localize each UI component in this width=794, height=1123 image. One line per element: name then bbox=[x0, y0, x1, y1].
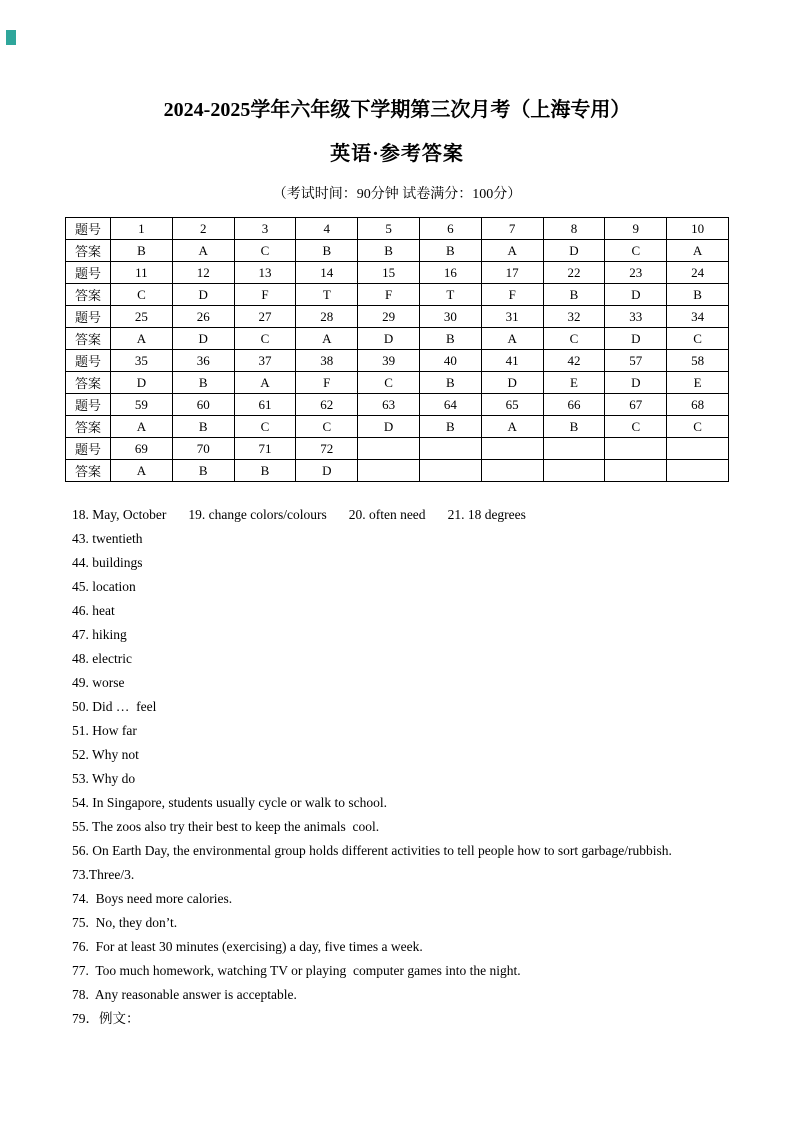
answer-cell: E bbox=[667, 372, 729, 394]
answer-line bbox=[72, 911, 734, 935]
question-label-cell: 题号 bbox=[66, 218, 111, 240]
answer-item: 49. worse bbox=[72, 675, 125, 690]
table-row bbox=[66, 306, 729, 328]
answer-cell: B bbox=[172, 416, 234, 438]
table-row bbox=[66, 240, 729, 262]
answer-cell: D bbox=[605, 284, 667, 306]
table-row bbox=[66, 394, 729, 416]
answer-item: 52. Why not bbox=[72, 747, 139, 762]
question-number-cell: 29 bbox=[358, 306, 420, 328]
question-number-cell: 14 bbox=[296, 262, 358, 284]
answer-cell: C bbox=[667, 416, 729, 438]
question-number-cell: 67 bbox=[605, 394, 667, 416]
answer-cell: A bbox=[111, 416, 173, 438]
answer-cell: F bbox=[358, 284, 420, 306]
page-title: 2024-2025学年六年级下学期第三次月考（上海专用） bbox=[163, 99, 631, 121]
question-number-cell: 24 bbox=[667, 262, 729, 284]
answer-line bbox=[72, 647, 734, 671]
question-number-cell: 12 bbox=[172, 262, 234, 284]
table-row bbox=[66, 350, 729, 372]
question-number-cell: 70 bbox=[172, 438, 234, 460]
table-row bbox=[66, 438, 729, 460]
answer-cell: D bbox=[481, 372, 543, 394]
answer-cell: D bbox=[111, 372, 173, 394]
answer-item: 18. May, October bbox=[72, 507, 167, 522]
answer-cell: D bbox=[358, 416, 420, 438]
answer-label-cell: 答案 bbox=[66, 240, 111, 262]
question-number-cell: 3 bbox=[234, 218, 296, 240]
question-number-cell bbox=[667, 438, 729, 460]
answer-cell: F bbox=[296, 372, 358, 394]
question-number-cell: 5 bbox=[358, 218, 420, 240]
question-number-cell: 31 bbox=[481, 306, 543, 328]
answer-label-cell: 答案 bbox=[66, 416, 111, 438]
answer-cell: B bbox=[296, 240, 358, 262]
question-number-cell: 6 bbox=[419, 218, 481, 240]
answer-cell: B bbox=[358, 240, 420, 262]
answer-item: 45. location bbox=[72, 579, 136, 594]
answer-cell: F bbox=[234, 284, 296, 306]
answer-label-cell: 答案 bbox=[66, 284, 111, 306]
question-number-cell: 41 bbox=[481, 350, 543, 372]
corner-mark bbox=[6, 30, 16, 45]
answer-cell: D bbox=[605, 372, 667, 394]
answer-item: 44. buildings bbox=[72, 555, 143, 570]
question-number-cell: 26 bbox=[172, 306, 234, 328]
table-row bbox=[66, 416, 729, 438]
answer-cell: B bbox=[172, 372, 234, 394]
question-number-cell bbox=[358, 438, 420, 460]
answer-item: 19. change colors/colours bbox=[188, 507, 327, 522]
table-row bbox=[66, 262, 729, 284]
answer-item: 47. hiking bbox=[72, 627, 127, 642]
answer-cell: C bbox=[358, 372, 420, 394]
answer-cell: B bbox=[172, 460, 234, 482]
answer-cell: C bbox=[605, 240, 667, 262]
question-number-cell: 28 bbox=[296, 306, 358, 328]
question-number-cell: 62 bbox=[296, 394, 358, 416]
answer-cell: B bbox=[667, 284, 729, 306]
question-number-cell: 10 bbox=[667, 218, 729, 240]
question-number-cell: 22 bbox=[543, 262, 605, 284]
question-number-cell: 68 bbox=[667, 394, 729, 416]
answer-line bbox=[72, 791, 734, 815]
question-number-cell: 37 bbox=[234, 350, 296, 372]
answer-line bbox=[72, 983, 734, 1007]
question-number-cell: 36 bbox=[172, 350, 234, 372]
answer-item: 79．例文： bbox=[72, 1011, 140, 1026]
answer-item: 21. 18 degrees bbox=[447, 507, 526, 522]
answer-line bbox=[72, 695, 734, 719]
question-label-cell: 题号 bbox=[66, 438, 111, 460]
question-number-cell: 32 bbox=[543, 306, 605, 328]
answer-cell: B bbox=[543, 416, 605, 438]
answer-cell: C bbox=[543, 328, 605, 350]
answer-cell: C bbox=[234, 328, 296, 350]
exam-info: （考试时间：90分钟 试卷满分：100分） bbox=[272, 187, 522, 202]
question-number-cell: 39 bbox=[358, 350, 420, 372]
question-number-cell: 30 bbox=[419, 306, 481, 328]
answer-line bbox=[72, 863, 734, 887]
question-label-cell: 题号 bbox=[66, 350, 111, 372]
answer-item: 51. How far bbox=[72, 723, 137, 738]
answer-cell bbox=[419, 460, 481, 482]
answer-cell: A bbox=[234, 372, 296, 394]
answer-item: 56. On Earth Day, the environmental group holds different activities to tell people how to sort garbage/rubbish. bbox=[72, 843, 672, 858]
answer-cell: E bbox=[543, 372, 605, 394]
answer-line bbox=[72, 575, 734, 599]
written-answers bbox=[72, 503, 734, 1031]
answer-cell: T bbox=[296, 284, 358, 306]
answer-cell bbox=[481, 460, 543, 482]
answer-cell: D bbox=[543, 240, 605, 262]
answer-item: 75. No, they don’t. bbox=[72, 915, 178, 930]
question-number-cell: 58 bbox=[667, 350, 729, 372]
question-number-cell bbox=[543, 438, 605, 460]
question-number-cell: 17 bbox=[481, 262, 543, 284]
answer-item: 20. often need bbox=[348, 507, 426, 522]
answer-line bbox=[72, 959, 734, 983]
table-row bbox=[66, 328, 729, 350]
question-number-cell: 35 bbox=[111, 350, 173, 372]
question-label-cell: 题号 bbox=[66, 394, 111, 416]
question-number-cell: 13 bbox=[234, 262, 296, 284]
question-number-cell: 8 bbox=[543, 218, 605, 240]
answer-line bbox=[72, 599, 734, 623]
question-number-cell: 23 bbox=[605, 262, 667, 284]
answer-item: 46. heat bbox=[72, 603, 115, 618]
answer-label-cell: 答案 bbox=[66, 328, 111, 350]
answer-cell: B bbox=[543, 284, 605, 306]
answer-line bbox=[72, 527, 734, 551]
question-number-cell: 38 bbox=[296, 350, 358, 372]
answer-cell: A bbox=[481, 328, 543, 350]
question-number-cell: 9 bbox=[605, 218, 667, 240]
question-number-cell: 71 bbox=[234, 438, 296, 460]
answer-line bbox=[72, 887, 734, 911]
answer-item: 54. In Singapore, students usually cycle or walk to school. bbox=[72, 795, 387, 810]
answer-cell: C bbox=[234, 240, 296, 262]
question-number-cell: 7 bbox=[481, 218, 543, 240]
answer-item: 48. electric bbox=[72, 651, 132, 666]
question-number-cell: 42 bbox=[543, 350, 605, 372]
answer-cell: T bbox=[419, 284, 481, 306]
answer-item: 78. Any reasonable answer is acceptable. bbox=[72, 987, 297, 1002]
answer-line bbox=[72, 1007, 734, 1031]
answer-cell: A bbox=[481, 240, 543, 262]
question-number-cell: 2 bbox=[172, 218, 234, 240]
question-number-cell bbox=[605, 438, 667, 460]
question-number-cell: 65 bbox=[481, 394, 543, 416]
question-number-cell: 61 bbox=[234, 394, 296, 416]
answer-item: 50. Did … feel bbox=[72, 699, 157, 714]
answer-line bbox=[72, 767, 734, 791]
answer-cell: D bbox=[172, 328, 234, 350]
answer-cell: A bbox=[481, 416, 543, 438]
answer-cell: B bbox=[419, 240, 481, 262]
question-number-cell: 66 bbox=[543, 394, 605, 416]
question-label-cell: 题号 bbox=[66, 262, 111, 284]
answer-table bbox=[65, 217, 729, 482]
answer-table-body bbox=[66, 218, 729, 482]
answer-label-cell: 答案 bbox=[66, 372, 111, 394]
question-number-cell: 57 bbox=[605, 350, 667, 372]
answer-cell bbox=[358, 460, 420, 482]
answer-cell: A bbox=[111, 328, 173, 350]
answer-item: 53. Why do bbox=[72, 771, 136, 786]
answer-cell: A bbox=[172, 240, 234, 262]
answer-cell: B bbox=[234, 460, 296, 482]
question-number-cell: 4 bbox=[296, 218, 358, 240]
answer-line bbox=[72, 551, 734, 575]
answer-cell: D bbox=[358, 328, 420, 350]
answer-label-cell: 答案 bbox=[66, 460, 111, 482]
answer-line bbox=[72, 935, 734, 959]
question-number-cell: 11 bbox=[111, 262, 173, 284]
answer-cell: F bbox=[481, 284, 543, 306]
question-number-cell: 40 bbox=[419, 350, 481, 372]
answer-cell: C bbox=[296, 416, 358, 438]
answer-cell: A bbox=[296, 328, 358, 350]
question-number-cell: 60 bbox=[172, 394, 234, 416]
answer-cell: D bbox=[605, 328, 667, 350]
question-number-cell: 33 bbox=[605, 306, 667, 328]
question-number-cell: 16 bbox=[419, 262, 481, 284]
answer-cell: B bbox=[419, 328, 481, 350]
answer-item: 73.Three/3. bbox=[72, 867, 135, 882]
answer-cell bbox=[667, 460, 729, 482]
answer-cell bbox=[543, 460, 605, 482]
answer-cell: C bbox=[111, 284, 173, 306]
answer-item: 77. Too much homework, watching TV or playing computer games into the night. bbox=[72, 963, 521, 978]
answer-item: 74. Boys need more calories. bbox=[72, 891, 233, 906]
answer-line bbox=[72, 839, 734, 863]
question-number-cell: 15 bbox=[358, 262, 420, 284]
answer-line bbox=[72, 743, 734, 767]
question-number-cell: 69 bbox=[111, 438, 173, 460]
answer-cell: C bbox=[667, 328, 729, 350]
table-row bbox=[66, 460, 729, 482]
question-number-cell: 25 bbox=[111, 306, 173, 328]
answer-line bbox=[72, 503, 734, 527]
table-row bbox=[66, 372, 729, 394]
question-number-cell: 34 bbox=[667, 306, 729, 328]
answer-line bbox=[72, 719, 734, 743]
answer-item: 76. For at least 30 minutes (exercising) a day, five times a week. bbox=[72, 939, 423, 954]
answer-cell: A bbox=[111, 460, 173, 482]
question-label-cell: 题号 bbox=[66, 306, 111, 328]
answer-cell: D bbox=[172, 284, 234, 306]
page-subtitle: 英语·参考答案 bbox=[330, 143, 464, 165]
answer-cell: B bbox=[419, 416, 481, 438]
answer-cell: D bbox=[296, 460, 358, 482]
answer-cell: C bbox=[234, 416, 296, 438]
answer-cell: B bbox=[111, 240, 173, 262]
table-row bbox=[66, 218, 729, 240]
question-number-cell: 72 bbox=[296, 438, 358, 460]
answer-line bbox=[72, 671, 734, 695]
answer-cell: C bbox=[605, 416, 667, 438]
table-row bbox=[66, 284, 729, 306]
answer-cell: A bbox=[667, 240, 729, 262]
answer-line bbox=[72, 623, 734, 647]
answer-line bbox=[72, 815, 734, 839]
question-number-cell: 64 bbox=[419, 394, 481, 416]
answer-item: 43. twentieth bbox=[72, 531, 143, 546]
question-number-cell: 63 bbox=[358, 394, 420, 416]
question-number-cell: 59 bbox=[111, 394, 173, 416]
question-number-cell bbox=[419, 438, 481, 460]
answer-item: 55. The zoos also try their best to keep the animals cool. bbox=[72, 819, 380, 834]
question-number-cell bbox=[481, 438, 543, 460]
question-number-cell: 1 bbox=[111, 218, 173, 240]
answer-cell: B bbox=[419, 372, 481, 394]
answer-cell bbox=[605, 460, 667, 482]
question-number-cell: 27 bbox=[234, 306, 296, 328]
